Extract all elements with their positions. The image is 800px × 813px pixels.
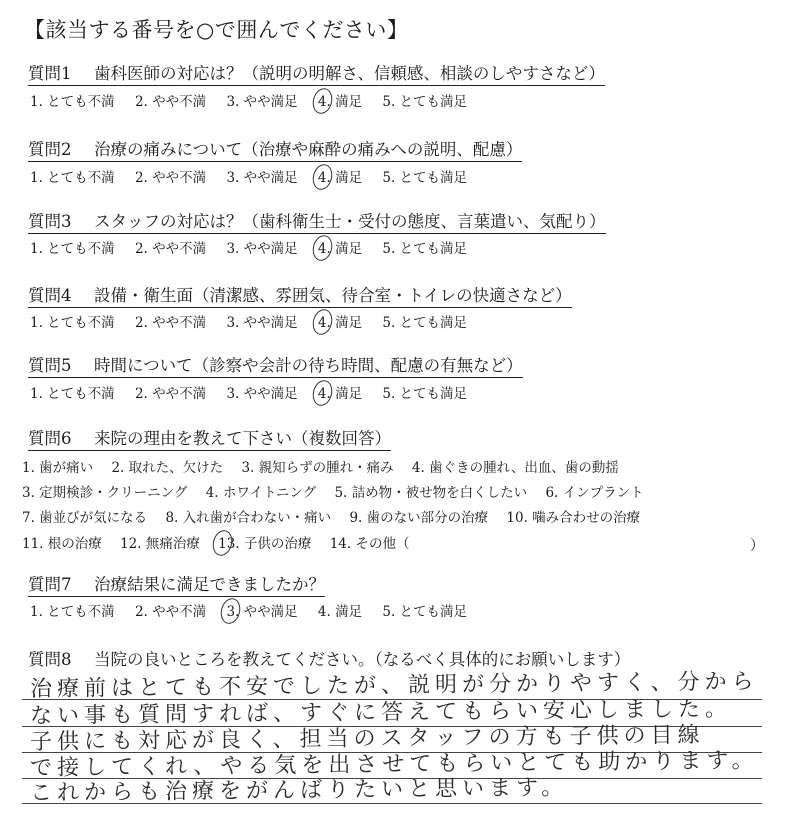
- option[interactable]: 3. やや満足: [226, 315, 298, 331]
- question-text: 当院の良いところを教えてください。（なるべく具体的にお願いします）: [94, 650, 631, 669]
- option[interactable]: 2. やや不満: [134, 604, 207, 620]
- option[interactable]: 10. 噛み合わせの治療: [506, 510, 641, 526]
- question-text: 時間について（診察や会計の待ち時間、配慮の有無など）: [94, 356, 523, 375]
- option[interactable]: 1. とても不満: [30, 241, 115, 257]
- question-text: 来院の理由を教えて下さい（複数回答）: [94, 429, 391, 448]
- question-5: [28, 356, 523, 378]
- option[interactable]: 4. 歯ぐきの腫れ、出血、歯の動揺: [411, 460, 619, 476]
- option-selected[interactable]: 4. 満足: [317, 94, 363, 110]
- option-selected[interactable]: 13. 子供の治療: [218, 536, 312, 552]
- option[interactable]: 3. やや満足: [226, 94, 298, 110]
- handwritten-answer-line: 治療前はとても不安でしたが、説明が分かりやすく、分から: [29, 669, 759, 702]
- option-selected[interactable]: 4. 満足: [317, 315, 363, 331]
- other-paren-close: ）: [750, 538, 764, 554]
- option[interactable]: 3. 親知らずの腫れ・痛み: [241, 460, 394, 476]
- form-title: 【該当する番号を○で囲んでください】: [24, 18, 409, 42]
- option[interactable]: 3. やや満足: [226, 170, 298, 186]
- question-6-options-row: [22, 459, 633, 477]
- option[interactable]: 8. 入れ歯が合わない・痛い: [165, 510, 332, 526]
- question-text: 歯科医師の対応は？（説明の明解さ、信頼感、相談のしやすさなど）: [94, 64, 605, 83]
- question-6-options-row: [22, 535, 423, 553]
- question-number: 質問2: [28, 140, 72, 159]
- option-selected[interactable]: 4. 満足: [317, 386, 363, 402]
- question-number: 質問3: [28, 212, 72, 231]
- option-selected[interactable]: 3. やや満足: [226, 604, 298, 620]
- option[interactable]: 5. とても満足: [382, 386, 468, 402]
- option[interactable]: 12. 無痛治療: [120, 536, 200, 552]
- option[interactable]: 3. やや満足: [226, 241, 298, 257]
- question-6-options-row: [22, 509, 654, 527]
- option[interactable]: 2. 取れた、欠けた: [111, 460, 224, 476]
- question-text: 設備・衛生面（清潔感、雰囲気、待合室・トイレの快適さなど）: [94, 286, 572, 305]
- handwritten-answer-line: ない事も質問すれば、すぐに答えてもらい安心しました。: [29, 696, 733, 729]
- question-3-options: [30, 240, 483, 258]
- question-6: [28, 429, 391, 451]
- option[interactable]: 4. ホワイトニング: [205, 485, 317, 501]
- question-3: [28, 212, 606, 234]
- question-number: 質問8: [28, 650, 72, 669]
- question-1: [28, 64, 605, 86]
- question-number: 質問5: [28, 356, 72, 375]
- option[interactable]: 5. とても満足: [382, 241, 468, 257]
- question-text: スタッフの対応は？（歯科衛生士・受付の態度、言葉遣い、気配り）: [94, 212, 606, 231]
- option[interactable]: 2. やや不満: [134, 315, 207, 331]
- option[interactable]: 11. 根の治療: [22, 536, 102, 552]
- question-number: 質問1: [28, 64, 72, 83]
- option[interactable]: 1. とても不満: [30, 94, 115, 110]
- option-other[interactable]: 14. その他（: [329, 536, 410, 552]
- question-number: 質問7: [28, 575, 72, 594]
- option-selected[interactable]: 4. 満足: [317, 170, 363, 186]
- option[interactable]: 2. やや不満: [134, 241, 207, 257]
- question-number: 質問4: [28, 286, 72, 305]
- option[interactable]: 1. 歯が痛い: [22, 460, 94, 476]
- option[interactable]: 5. とても満足: [382, 604, 468, 620]
- option[interactable]: 1. とても不満: [30, 170, 115, 186]
- option[interactable]: 1. とても不満: [30, 315, 115, 331]
- question-2-options: [30, 169, 483, 187]
- option[interactable]: 3. やや満足: [226, 386, 298, 402]
- question-7: [28, 575, 325, 597]
- option[interactable]: 2. やや不満: [134, 94, 207, 110]
- question-text: 治療の痛みについて（治療や麻酔の痛みへの説明、配慮）: [94, 140, 523, 159]
- option[interactable]: 1. とても不満: [30, 386, 115, 402]
- option-selected[interactable]: 4. 満足: [317, 241, 363, 257]
- option[interactable]: 2. やや不満: [134, 170, 207, 186]
- handwritten-answer-line: 子供にも対応が良く、担当のスタッフの方も子供の目線: [29, 722, 705, 755]
- option[interactable]: 3. 定期検診・クリーニング: [22, 485, 188, 501]
- question-4: [28, 286, 572, 308]
- option[interactable]: 4. 満足: [317, 604, 363, 620]
- question-number: 質問6: [28, 429, 72, 448]
- question-6-options-row: [22, 484, 658, 502]
- option[interactable]: 5. とても満足: [382, 315, 468, 331]
- question-text: 治療結果に満足できましたか？: [94, 575, 325, 594]
- question-7-options: [30, 603, 483, 621]
- option[interactable]: 2. やや不満: [134, 386, 207, 402]
- question-2: [28, 140, 522, 162]
- question-5-options: [30, 385, 483, 403]
- option[interactable]: 5. 詰め物・被せ物を白くしたい: [334, 485, 528, 501]
- handwritten-answer-line: これからも治療をがんばりたいと思います。: [29, 775, 569, 806]
- option[interactable]: 1. とても不満: [30, 604, 115, 620]
- question-4-options: [30, 314, 483, 332]
- option[interactable]: 5. とても満足: [382, 170, 468, 186]
- option[interactable]: 7. 歯並びが気になる: [22, 510, 148, 526]
- option[interactable]: 5. とても満足: [382, 94, 468, 110]
- option[interactable]: 6. インプラント: [545, 485, 644, 501]
- handwritten-answer-line: で接してくれ、やる気を出させてもらいとても助かります。: [29, 748, 759, 781]
- question-1-options: [30, 93, 483, 111]
- option[interactable]: 9. 歯のない部分の治療: [349, 510, 489, 526]
